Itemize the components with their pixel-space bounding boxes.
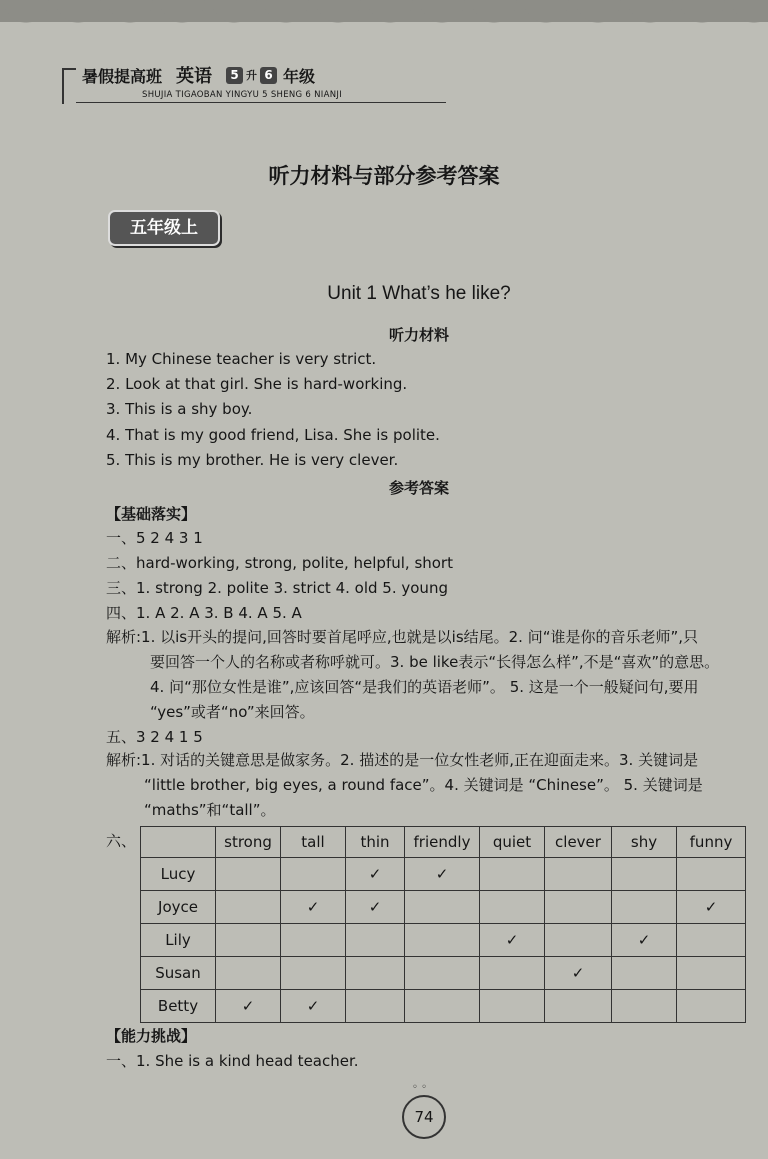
- empty-cell: [405, 891, 480, 924]
- grade-suffix: 年级: [283, 66, 316, 86]
- column-header: quiet: [480, 827, 545, 858]
- empty-cell: [545, 858, 612, 891]
- empty-cell: [480, 957, 545, 990]
- explanation-1-line-c: 4. 问“那位女性是谁”,应该回答“是我们的英语老师”。 5. 这是一个一般疑问句,要用: [150, 678, 699, 696]
- row-name-cell: Betty: [141, 990, 216, 1023]
- empty-cell: [677, 990, 746, 1023]
- page-number: 74: [402, 1095, 446, 1139]
- column-header: shy: [612, 827, 677, 858]
- explanation-1-line-b: 要回答一个人的名称或者称呼就可。3. be like表示“长得怎么样”,不是“喜欢”的意思。: [150, 653, 720, 671]
- table-row: [141, 858, 746, 891]
- answer-3: 三、1. strong 2. polite 3. strict 4. old 5. young: [106, 579, 448, 597]
- answers-heading: 参考答案: [388, 479, 449, 497]
- explanation-2-line-c: “maths”和“tall”。: [144, 801, 276, 819]
- listening-line-5: 5. This is my brother. He is very clever.: [106, 451, 399, 469]
- empty-cell: [677, 924, 746, 957]
- challenge-answer-1: 一、1. She is a kind head teacher.: [106, 1052, 359, 1070]
- grade-section-badge: 五年级上: [108, 210, 220, 246]
- check-mark-cell: ✓: [405, 858, 480, 891]
- empty-cell: [405, 990, 480, 1023]
- header-rule: [76, 102, 446, 103]
- check-mark-cell: ✓: [545, 957, 612, 990]
- empty-cell: [612, 891, 677, 924]
- check-mark-cell: ✓: [346, 891, 405, 924]
- table-header-row: [141, 827, 746, 858]
- check-mark-cell: ✓: [281, 891, 346, 924]
- empty-cell: [405, 924, 480, 957]
- header-title: [82, 62, 315, 88]
- grade-from: 5: [226, 67, 243, 84]
- check-mark-cell: ✓: [480, 924, 545, 957]
- empty-cell: [281, 957, 346, 990]
- empty-cell: [405, 957, 480, 990]
- empty-cell: [216, 891, 281, 924]
- explanation-2-line-a: 解析:1. 对话的关键意思是做家务。2. 描述的是一位女性老师,正在迎面走来。3. 关键词是: [106, 751, 699, 769]
- check-mark-cell: ✓: [677, 891, 746, 924]
- listening-line-3: 3. This is a shy boy.: [106, 400, 253, 418]
- table-body: [141, 858, 746, 1023]
- table-corner-cell: [141, 827, 216, 858]
- empty-cell: [612, 957, 677, 990]
- table-row: [141, 990, 746, 1023]
- empty-cell: [612, 990, 677, 1023]
- empty-cell: [480, 990, 545, 1023]
- unit-title: Unit 1 What’s he like?: [327, 283, 511, 304]
- check-mark-cell: ✓: [346, 858, 405, 891]
- section-basic: 【基础落实】: [106, 505, 197, 523]
- row-name-cell: Susan: [141, 957, 216, 990]
- column-header: thin: [346, 827, 405, 858]
- listening-heading: 听力材料: [388, 326, 449, 344]
- question-six-label: 六、: [106, 832, 137, 850]
- explanation-1-line-d: “yes”或者“no”来回答。: [150, 703, 315, 721]
- empty-cell: [480, 891, 545, 924]
- subject-name: 英语: [176, 66, 213, 87]
- table-row: [141, 924, 746, 957]
- row-name-cell: Joyce: [141, 891, 216, 924]
- empty-cell: [216, 858, 281, 891]
- header-pinyin: SHUJIA TIGAOBAN YINGYU 5 SHENG 6 NIANJI: [142, 90, 342, 100]
- empty-cell: [677, 957, 746, 990]
- listening-line-2: 2. Look at that girl. She is hard-working.: [106, 375, 408, 393]
- empty-cell: [281, 924, 346, 957]
- grade-to: 6: [260, 67, 277, 84]
- empty-cell: [346, 924, 405, 957]
- column-header: clever: [545, 827, 612, 858]
- column-header: strong: [216, 827, 281, 858]
- row-name-cell: Lily: [141, 924, 216, 957]
- row-name-cell: Lucy: [141, 858, 216, 891]
- column-header: friendly: [405, 827, 480, 858]
- answer-2: 二、hard-working, strong, polite, helpful, short: [106, 554, 453, 572]
- grade-mid: 升: [246, 68, 258, 82]
- column-header: funny: [677, 827, 746, 858]
- explanation-1: [106, 625, 746, 725]
- empty-cell: [216, 924, 281, 957]
- answer-5: 五、3 2 4 1 5: [106, 728, 203, 746]
- explanation-2-line-b: “little brother, big eyes, a round face”。4. 关键词是 “Chinese”。 5. 关键词是: [144, 776, 703, 794]
- empty-cell: [677, 858, 746, 891]
- listening-line-4: 4. That is my good friend, Lisa. She is polite.: [106, 426, 440, 444]
- header-bracket: [62, 68, 76, 104]
- empty-cell: [216, 957, 281, 990]
- empty-cell: [346, 957, 405, 990]
- empty-cell: [612, 858, 677, 891]
- check-mark-cell: ✓: [216, 990, 281, 1023]
- empty-cell: [281, 858, 346, 891]
- listening-line-1: 1. My Chinese teacher is very strict.: [106, 350, 377, 368]
- trait-table: [140, 826, 746, 1023]
- empty-cell: [480, 858, 545, 891]
- table-row: [141, 891, 746, 924]
- check-mark-cell: ✓: [612, 924, 677, 957]
- scalloped-edge: [0, 0, 768, 48]
- page-title: 听力材料与部分参考答案: [268, 164, 500, 188]
- empty-cell: [545, 990, 612, 1023]
- series-name: 暑假提高班: [82, 66, 163, 86]
- empty-cell: [545, 924, 612, 957]
- clock-decoration-icon: ◦ ◦: [412, 1082, 427, 1093]
- column-header: tall: [281, 827, 346, 858]
- check-mark-cell: ✓: [281, 990, 346, 1023]
- table-row: [141, 957, 746, 990]
- explanation-1-line-a: 解析:1. 以is开头的提问,回答时要首尾呼应,也就是以is结尾。2. 问“谁是你的音乐老师”,只: [106, 628, 699, 646]
- answer-1: 一、5 2 4 3 1: [106, 529, 203, 547]
- empty-cell: [346, 990, 405, 1023]
- empty-cell: [545, 891, 612, 924]
- grade-badge: [226, 67, 277, 84]
- answer-4: 四、1. A 2. A 3. B 4. A 5. A: [106, 604, 302, 622]
- explanation-2: [106, 748, 746, 823]
- section-challenge: 【能力挑战】: [106, 1027, 197, 1045]
